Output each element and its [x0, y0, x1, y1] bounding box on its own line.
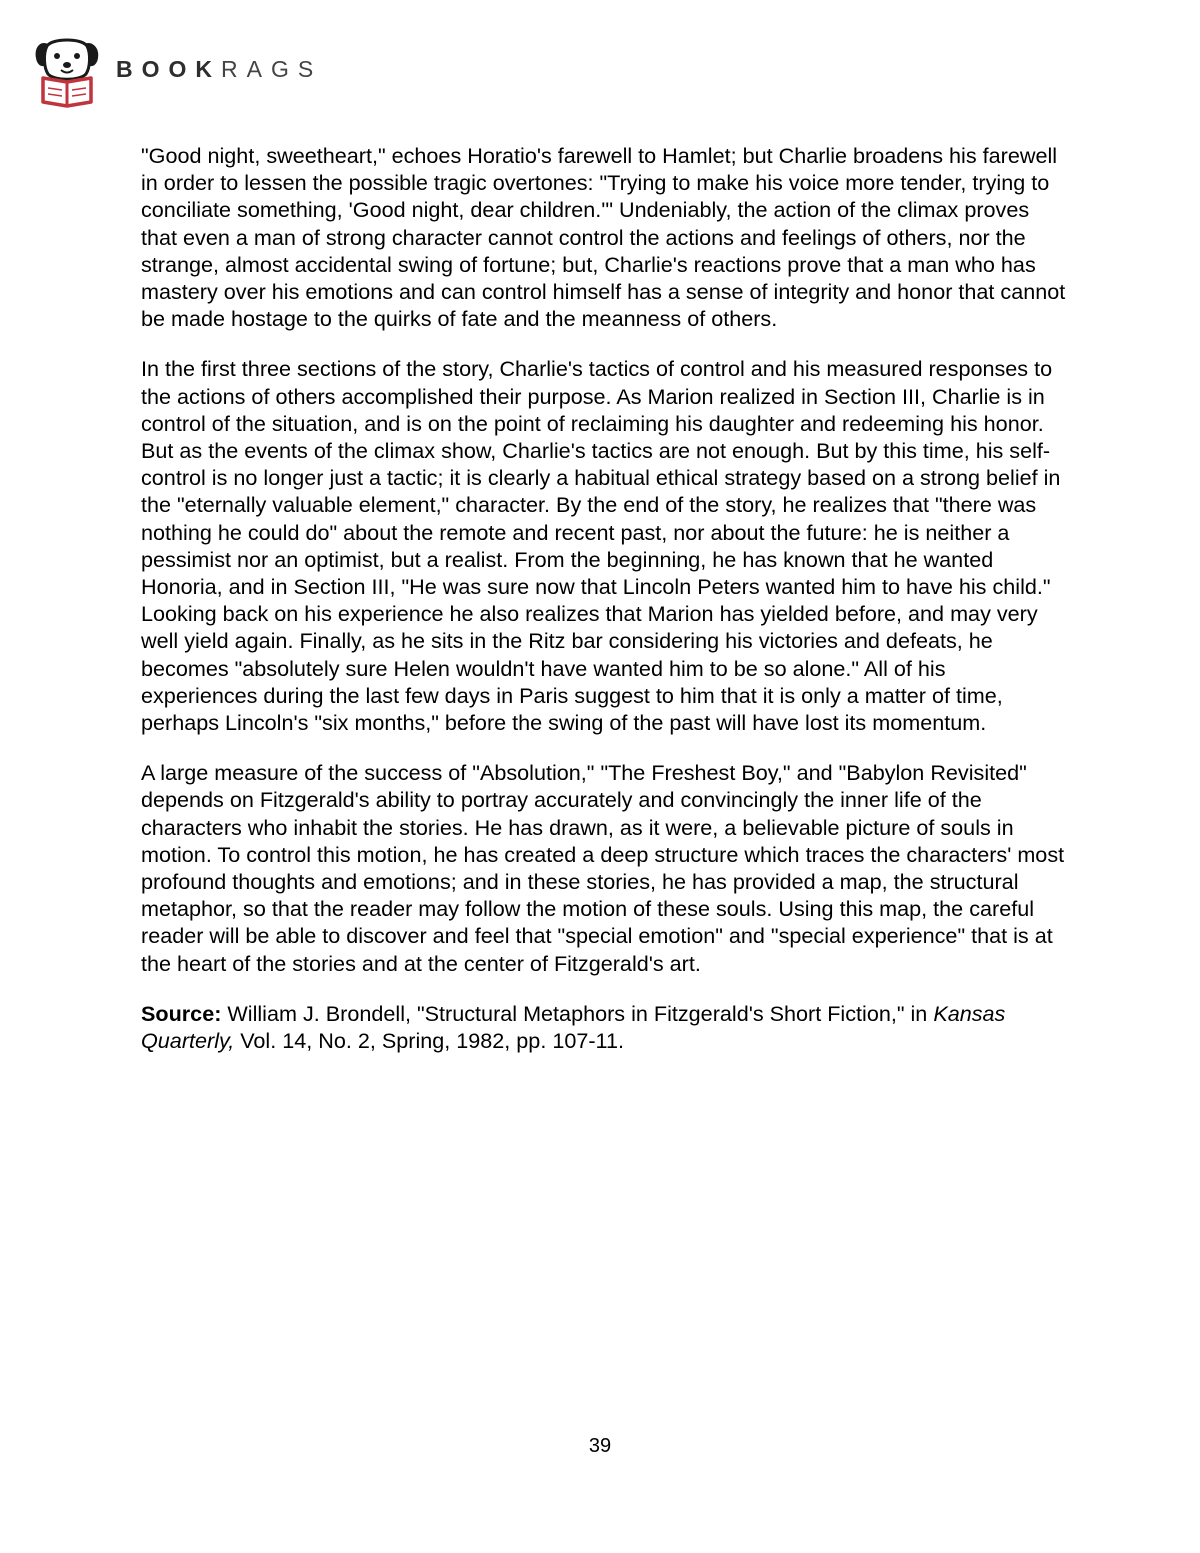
source-citation-text: William J. Brondell, "Structural Metaphors in Fitzgerald's Short Fiction," in	[221, 1000, 934, 1026]
brand-header	[34, 34, 322, 108]
source-journal: Kansas Quarterly,	[141, 1000, 1006, 1054]
brand-wordmark	[116, 56, 322, 83]
brand-wordmark-light: RAGS	[221, 55, 323, 82]
dog-with-book-icon	[34, 34, 102, 108]
page-number: 39	[588, 1435, 612, 1457]
source-citation-details: Vol. 14, No. 2, Spring, 1982, pp. 107-11.	[234, 1028, 624, 1054]
document-body	[141, 142, 1066, 1077]
source-citation	[141, 1000, 1066, 1054]
source-label: Source:	[141, 1000, 222, 1026]
paragraph-1: "Good night, sweetheart," echoes Horatio's farewell to Hamlet; but Charlie broadens his farewell in order to lessen the possible tragic overtones: "Trying to make his voice more tender, trying to conciliate something, 'Good night, dear children.'" Undeniably, the action of the climax proves that even a man of strong character cannot control the actions and feelings of others, nor the strange, almost accidental swing of fortune; but, Charlie's reactions prove that a man who has mastery over his emotions and can control himself has a sense of integrity and honor that cannot be made hostage to the quirks of fate and the meanness of others.	[141, 143, 1066, 332]
brand-wordmark-bold: BOOK	[116, 55, 221, 82]
paragraph-3: A large measure of the success of "Absolution," "The Freshest Boy," and "Babylon Revisited" depends on Fitzgerald's ability to portray accurately and convincingly the inner life of the characters who inhabit the stories. He has drawn, as it were, a believable picture of souls in motion. To control this motion, he has created a deep structure which traces the characters' most profound thoughts and emotions; and in these stories, he has provided a map, the structural metaphor, so that the reader may follow the motion of these souls. Using this map, the careful reader will be able to discover and feel that "special emotion" and "special experience" that is at the heart of the stories and at the center of Fitzgerald's art.	[141, 760, 1065, 976]
paragraph-2: In the first three sections of the story, Charlie's tactics of control and his measured responses to the actions of others accomplished their purpose. As Marion realized in Section III, Charlie is in control of the situation, and is on the point of reclaiming his daughter and redeeming his honor. But as the events of the climax show, Charlie's tactics are not enough. But by this time, his self-control is no longer just a tactic; it is clearly a habitual ethical strategy based on a strong belief in the "eternally valuable element," character. By the end of the story, he realizes that "there was nothing he could do" about the remote and recent past, nor about the future: he is neither a pessimist nor an optimist, but a realist. From the beginning, he has known that he wanted Honoria, and in Section III, "He was sure now that Lincoln Peters wanted him to have his child." Looking back on his experience he also realizes that Marion has yielded before, and may very well yield again. Finally, as he sits in the Ritz bar considering his victories and defeats, he becomes "absolutely sure Helen wouldn't have wanted him to be so alone." All of his experiences during the last few days in Paris suggest to him that it is only a matter of time, perhaps Lincoln's "six months," before the swing of the past will have lost its momentum.	[141, 356, 1061, 736]
